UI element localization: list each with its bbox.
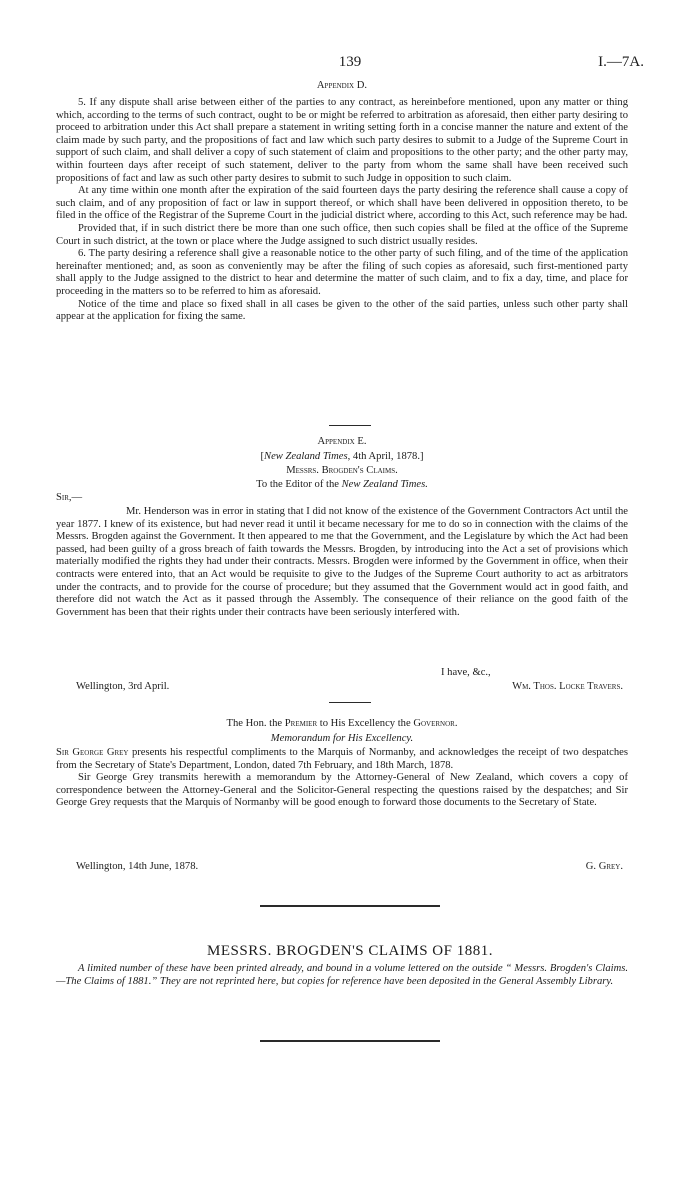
memo-para-1: Sir George Grey presents his respectful compliments to the Marquis of Normanby, and acknowledges the receipt of two despatches from the Secretary of State's Department, London, dated 7th February, and 18th March, 1878. [56,747,628,771]
memo-heading: The Hon. the Premier to His Excellency the Governor. [226,718,458,729]
section-divider [329,702,371,703]
appendix-d-para-notice: Notice of the time and place so fixed shall in all cases be given to the other of the said parties, unless such other party shall appear at the application for fixing the same. [56,298,628,323]
memo-subtitle: Memorandum for His Excellency. [270,733,414,744]
claims-1881-title: MESSRS. BROGDEN'S CLAIMS OF 1881. [207,943,493,959]
letter-salutation: Sir,— [56,492,83,503]
page-number: 139 [338,54,362,70]
ornamental-rule [260,905,440,907]
memo-body [56,747,628,810]
page-header [0,54,700,74]
appendix-d-para-proviso: Provided that, if in such district there be more than one such office, then such copies shall be filed at the office of the Supreme Court in such district, at the town or place where the Judge assigned to such district usually resides. [56,222,628,247]
appendix-d-title: Appendix D. [316,80,368,91]
appendix-e-subject: Messrs. Brogden's Claims. [286,465,398,476]
memo-signoff-row [56,861,628,874]
letter-closing: I have, &c., [441,667,491,678]
document-reference: I.—7A. [598,54,644,70]
appendix-e-title: Appendix E. [317,436,367,447]
appendix-d-para-5: 5. If any dispute shall arise between either of the parties to any contract, as hereinbefore mentioned, upon any matter or thing which, according to the terms of such contract, ought to be or might be referred to arbitration as aforesaid, then either party desiring to proceed to arbitration under this Act shall prepare a statement in writing setting forth in a concise manner the nature and extent of the claim made by such party, and the propositions of fact and law which such party desires to submit to a Judge of the Supreme Court in support of such claim, and shall deliver a copy of such statement of claim and propositions to the other party; and the other party may, within fourteen days after receipt of such statement, deliver to the party from whom the same shall have been received such propositions of fact and law as such other party desires to submit to such Judge in opposition to such claim. [56,97,628,184]
claims-1881-note-block [56,963,628,988]
memo-place-date: Wellington, 14th June, 1878. [76,861,199,872]
letter-signoff-row [56,681,628,694]
letter-signature: Wm. Thos. Locke Travers. [512,681,623,692]
appendix-d-para-6: 6. The party desiring a reference shall give a reasonable notice to the other party of such filing, and of the time of the application hereinafter mentioned; and, as soon as conveniently may be after the filing of such copies as aforesaid, such first-mentioned party shall apply to the Judge assigned to the district to hear and determine the matter of such claim, and to fix a day, time, and place for proceeding in the matters so to be referred to him as aforesaid. [56,248,628,297]
letter-place-date: Wellington, 3rd April. [76,681,170,692]
section-divider [329,425,371,426]
appendix-e-source: [New Zealand Times, 4th April, 1878.] [260,451,424,462]
letter-body-text: Mr. Henderson was in error in stating that I did not know of the existence of the Government Contractors Act until the year 1877. I knew of its existence, but had never read it until it became necessary for me to do so in connection with the claims of the Messrs. Brogden against the Government. It then appeared to me that the Government, and the Legislature by which the Act had been passed, had been guilty of a gross breach of faith towards the Messrs. Brogden, by introducing into the Act a set of provisions which materially modified the rights they had under their contracts. Messrs. Brogden were informed by the Government in office, when their contracts were entered into, that an Act would be requisite to give to the Judges of the Supreme Court authority to act as arbitrators under the contracts, and to provide for the course of procedure; but they assumed that the Government would act in good faith, and therefore did not watch the Act as it passed through the Assembly. The consequence of their reliance on the good faith of the Government has been that their rights under their contracts have been seriously interfered with. [56,506,628,618]
letter-closing-row [56,667,628,680]
claims-1881-note: A limited number of these have been printed already, and bound in a volume lettered on the outside “ Messrs. Brogden's Claims.—The Claims of 1881.” They are not reprinted here, but copies for reference have been deposited in the General Assembly Library. [56,963,628,987]
letter-body [56,506,628,619]
memo-para-2: Sir George Grey transmits herewith a memorandum by the Attorney-General of New Zealand, which covers a copy of correspondence between the Attorney-General and the Solicitor-General respecting the questions raised by the despatches; and Sir George Grey requests that the Marquis of Normanby will be good enough to forward those documents to the Secretary of State. [56,772,628,809]
memo-signature: G. Grey. [585,861,623,872]
appendix-d-body [56,97,628,324]
appendix-d-para-registrar: At any time within one month after the expiration of the said fourteen days the party desiring the reference shall cause a copy of such claim, and of any proposition of fact or law in support thereof, or which shall have been delivered in opposition thereto, to be filed in the office of the Registrar of the Supreme Court in the judicial district where, according to this Act, such reference may be had. [56,185,628,222]
appendix-e-to-line: To the Editor of the New Zealand Times. [256,479,428,490]
ornamental-rule [260,1040,440,1042]
